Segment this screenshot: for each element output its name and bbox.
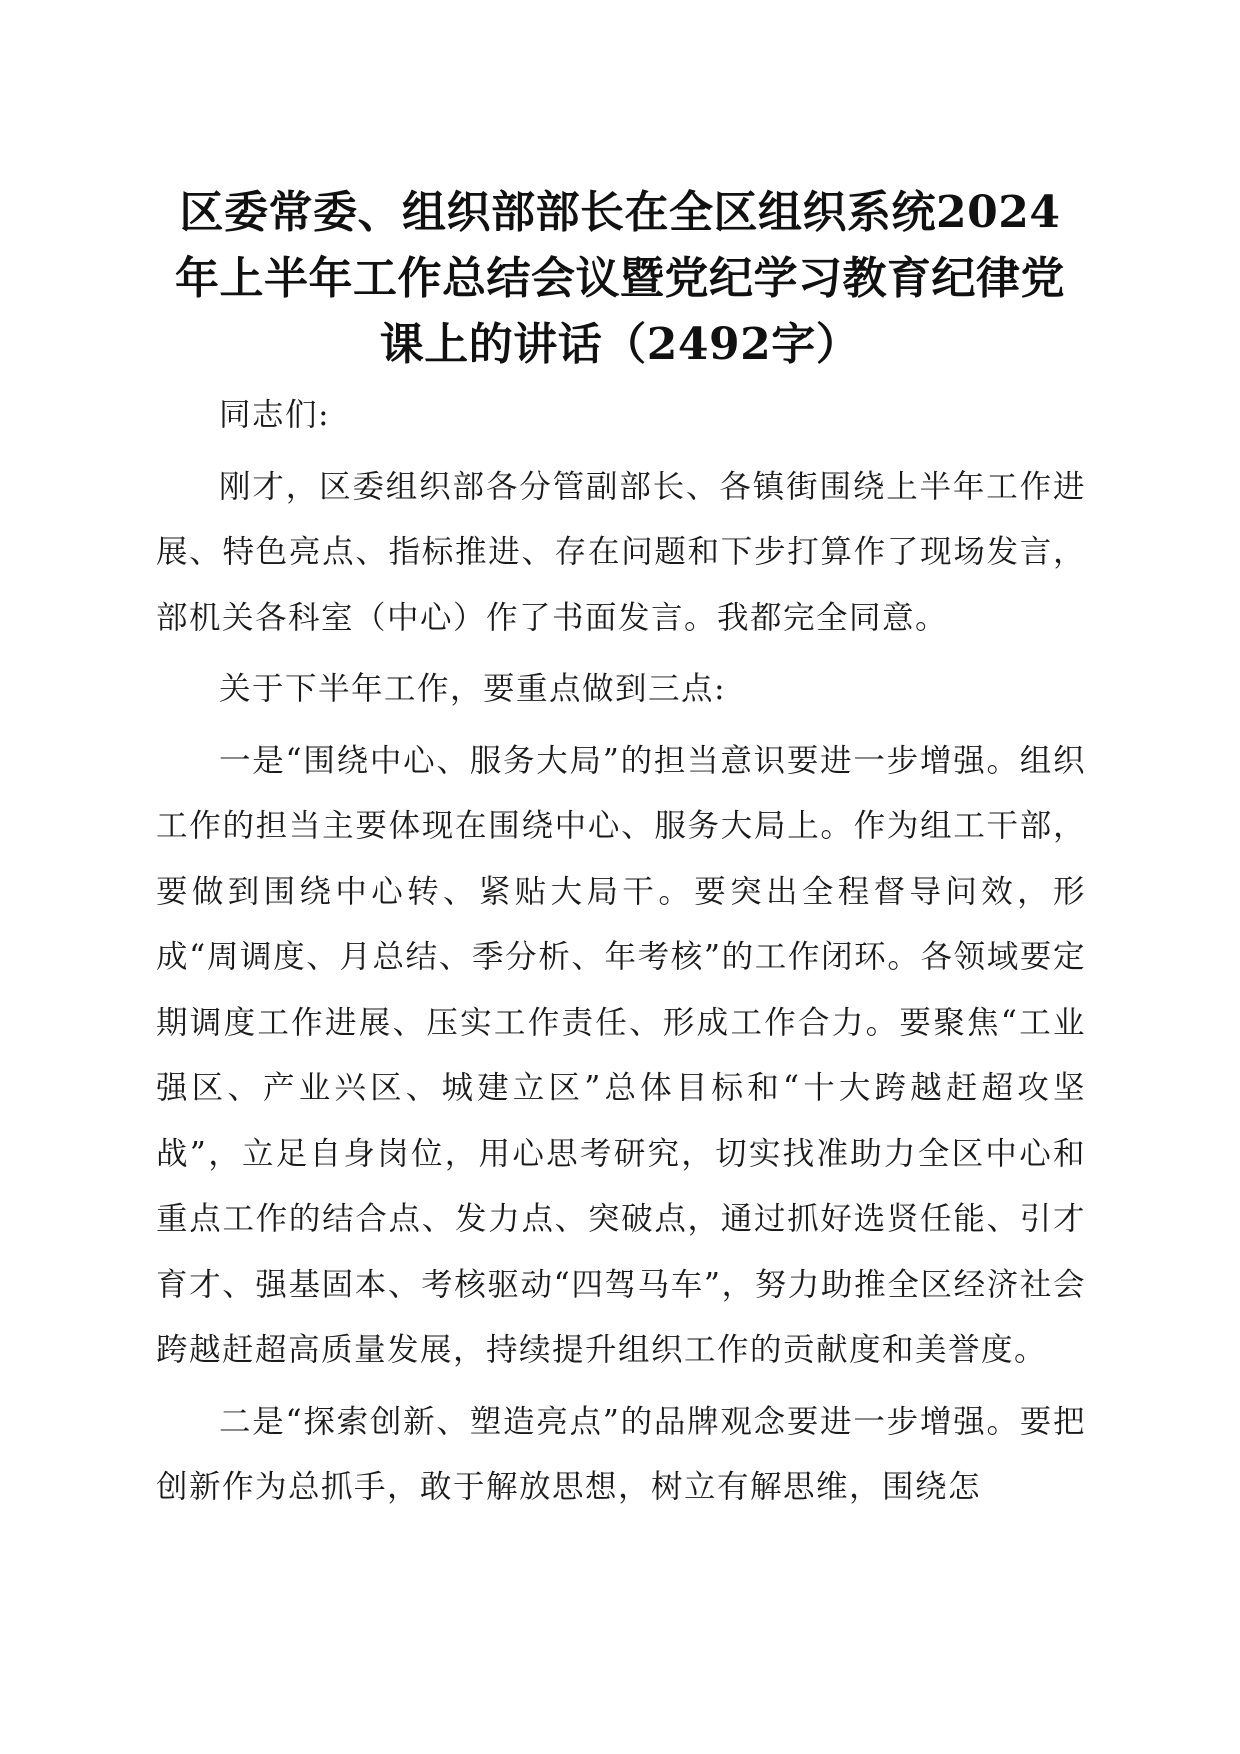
paragraph-opening: 刚才，区委组织部各分管副部长、各镇街围绕上半年工作进展、特色亮点、指标推进、存在问题和下步打算作了现场发言，部机关各科室（中心）作了书面发言。我都完全同意。 [156, 468, 1086, 636]
paragraph-point-one: 一是“围绕中心、服务大局”的担当意识要进一步增强。组织工作的担当主要体现在围绕中心、服务大局上。作为组工干部，要做到围绕中心转、紧贴大局干。要突出全程督导问效，形成“周调度、月总结、季分析、年考核”的工作闭环。各领域要定期调度工作进展、压实工作责任、形成工作合力。要聚焦“工业强区、产业兴区、城建立区”总体目标和“十大跨越赶超攻坚战”，立足自身岗位，用心思考研究，切实找准助力全区中心和重点工作的结合点、发力点、突破点，通过抓好选贤任能、引才育才、强基固本、考核驱动“四驾马车”，努力助推全区经济社会跨越赶超高质量发展，持续提升组织工作的贡献度和美誉度。 [156, 742, 1086, 1368]
salutation: 同志们: [219, 397, 331, 433]
title-line-3: 课上的讲话（2492字） [379, 319, 861, 370]
paragraph-point-two: 二是“探索创新、塑造亮点”的品牌观念要进一步增强。要把创新作为总抓手，敢于解放思想，树立有解思维，围绕怎 [156, 1403, 1086, 1505]
document-body [156, 383, 1086, 1521]
title-line-2: 年上半年工作总结会议暨党纪学习教育纪律党 [175, 253, 1065, 304]
document-title [150, 180, 1090, 378]
title-line-1: 区委常委、组织部部长在全区组织系统2024 [179, 187, 1061, 238]
paragraph-three-points: 关于下半年工作，要重点做到三点: [219, 671, 727, 707]
